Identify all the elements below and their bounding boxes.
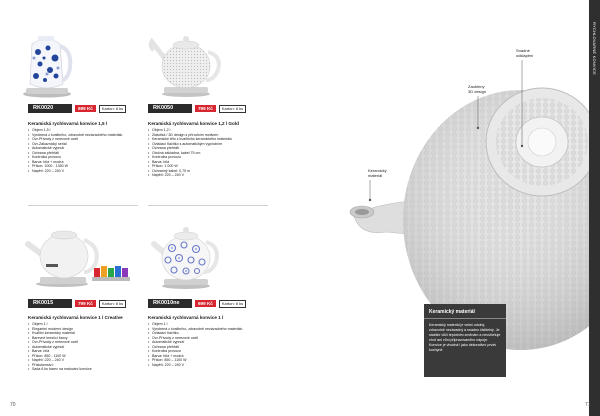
product-price: 799 Kč	[75, 300, 96, 307]
feature-item: • Automatické vypnutí	[28, 345, 92, 350]
feature-item: • Ovr-Přívody z nerezové oceli	[148, 336, 242, 341]
feature-list	[148, 322, 242, 367]
product-code: RK0050	[148, 104, 192, 113]
feature-item: • Kontrolka provozu	[148, 155, 232, 160]
feature-item: • Objem 1,2 l	[148, 128, 232, 133]
sidebar-label: RYCHLOVARNÉ KONVICE	[592, 22, 597, 75]
feature-list	[28, 322, 92, 372]
divider	[28, 205, 138, 206]
feature-item: • Barva: bílá + modrá	[28, 160, 122, 165]
feature-item: • Příkon: 1 000 W	[148, 164, 232, 169]
feature-item: • Elegantní moderní design	[28, 327, 92, 332]
feature-item: • Vyrobená z kvalitního, zdravotně nezávadného materiálu	[148, 327, 242, 332]
product-title: Keramická rychlovarná konvice 1 l	[148, 315, 224, 320]
feature-item: • Sada 6 ks barev na malování konvice	[28, 367, 92, 372]
feature-item: • Napětí: 220 – 240 V	[28, 358, 92, 363]
info-box	[424, 304, 506, 377]
product-tags	[28, 104, 126, 113]
feature-item: • Barevné kreslící barvy	[28, 336, 92, 341]
feature-item: • Keramické tělo z kvalitního keramického materiálu	[148, 137, 232, 142]
feature-item: • Ovr-Přívody z nerezové oceli	[28, 340, 92, 345]
feature-item: • Barva: bílá + modrá	[148, 354, 242, 359]
feature-item: • Ovr-Zákaznický seriál	[28, 142, 122, 147]
feature-item: • Zlatotisk / 3D design s přírodním motivem	[148, 133, 232, 138]
feature-item: • Ochrana přehřátí	[28, 151, 122, 156]
feature-item: • Ovr-Přívody z nerezové oceli	[28, 137, 122, 142]
callout-lid-text: Snadné odklápění	[516, 48, 534, 58]
product-code: RK0020	[28, 104, 72, 113]
feature-item: • Ochrana přehřátí	[148, 146, 232, 151]
product-stock: Karton: 6 ks	[219, 300, 246, 308]
page-number: 71	[585, 402, 591, 408]
kettle-blue-floral-image	[20, 28, 75, 98]
feature-item: • Příslušenství:	[28, 363, 92, 368]
feature-item: • Barva: bílá	[28, 349, 92, 354]
feature-item: • Příkon: 850 - 1100 W	[28, 354, 92, 359]
feature-item: • Objem 1 l	[148, 322, 242, 327]
kettle-white-textured-image	[148, 26, 223, 98]
product-stock: Karton: 6 ks	[99, 300, 126, 308]
feature-item: • Objem 1,5 l	[28, 128, 122, 133]
feature-item: • Ovládací tlačítko	[148, 331, 242, 336]
feature-item: • Automatické vypnutí	[28, 146, 122, 151]
feature-item: • Barva: bílá	[148, 160, 232, 165]
feature-item: • Příkon: 1000 - 1350 W	[28, 164, 122, 169]
info-box-text: Keramický materiál je velmi odolný, zdravotně nezávadný a snadno čistitelný. Je stabilní vůči teplotním změnám a neovlivňuje chuť ani vůni připravovaného nápoje. Konvice je vhodná i jako dekorativní prvek kuchyně.	[429, 323, 501, 352]
product-title: Keramická rychlovarná konvice 1,5 l	[28, 121, 108, 126]
feature-item: • Příkon: 850 – 1100 W	[148, 358, 242, 363]
feature-list	[28, 128, 122, 173]
feature-item: • Napětí: 220 – 240 V	[28, 169, 122, 174]
callout-spout	[368, 168, 387, 178]
feature-item: • Kontrolka provozu	[28, 155, 122, 160]
feature-item: • Ochrana přehřátí	[148, 345, 242, 350]
product-stock: Karton: 6 ks	[99, 105, 126, 113]
product-title: Keramická rychlovarná konvice 1 l Creative	[28, 315, 123, 320]
sidebar-strip	[589, 0, 600, 416]
kettle-white-dots-image	[150, 218, 222, 290]
product-price: 699 Kč	[75, 105, 96, 112]
callout-spout-text: Keramický materiál	[368, 168, 387, 178]
divider	[148, 205, 268, 206]
feature-item: • Ovládací tlačítko s automatickým vypínáním	[148, 142, 232, 147]
feature-item: • Kontrolka provozu	[148, 349, 242, 354]
product-tags	[148, 299, 246, 308]
product-stock: Karton: 6 ks	[219, 105, 246, 113]
feature-item: • Automatické vypnutí	[148, 340, 242, 345]
feature-item: • Napětí: 220 – 240 V	[148, 363, 242, 368]
callout-lid	[516, 48, 533, 58]
kettle-white-creative-image	[22, 218, 132, 288]
callout-handle	[468, 84, 486, 94]
product-tags	[28, 299, 126, 308]
feature-item: • Napětí: 220 – 240 V	[148, 173, 232, 178]
product-price: 799 Kč	[195, 105, 216, 112]
product-tags	[148, 104, 246, 113]
feature-item: • Vyrobená z kvalitního, zdravotně nezávadného materiálu	[28, 133, 122, 138]
product-title: Keramická rychlovarná konvice 1,2 l Gold	[148, 121, 239, 126]
product-price: 699 Kč	[195, 300, 216, 307]
product-code: RK0010ne	[148, 299, 192, 308]
feature-list	[148, 128, 232, 178]
feature-item: • Kvalitní keramický materiál	[28, 331, 92, 336]
feature-item: • Otočná základna, kabel 75 cm	[148, 151, 232, 156]
product-code: RK0015	[28, 299, 72, 308]
callout-handle-text: Zaoblený 3D design	[468, 84, 487, 94]
page-number: 70	[10, 402, 16, 408]
feature-item: • Objem 1 l	[28, 322, 92, 327]
feature-item: • Ochranný kabel: 0,75 m	[148, 169, 232, 174]
info-box-title: Keramický materiál	[424, 304, 506, 319]
